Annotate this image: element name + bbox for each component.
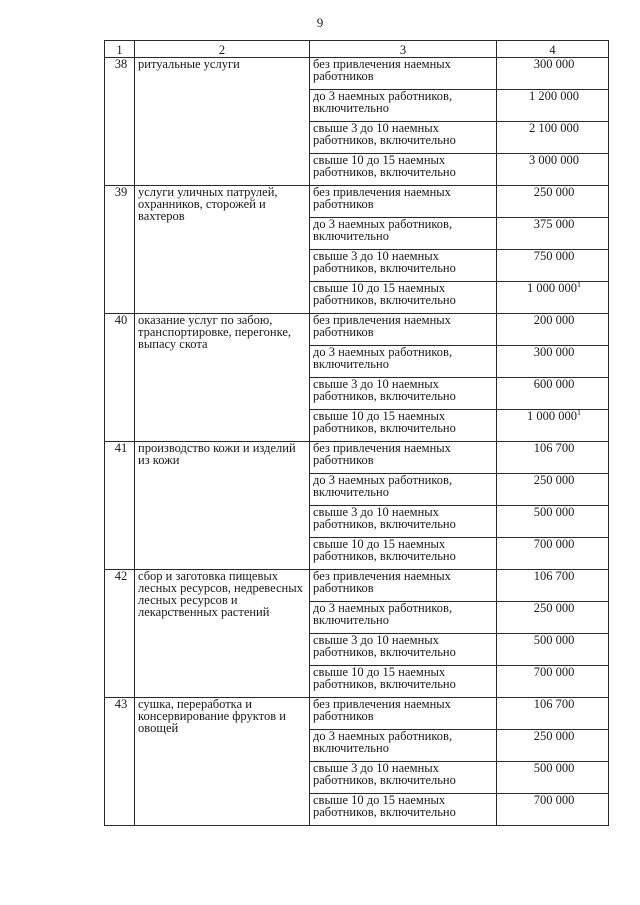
service-name: производство кожи и изделий из кожи — [135, 442, 310, 570]
service-name: сбор и заготовка пищевых лесных ресурсов, недревесных лесных ресурсов и лекарственных растений — [135, 570, 310, 698]
employee-condition: без привлечения наемных работников — [310, 698, 497, 730]
table-row — [105, 698, 609, 730]
income-amount: 300 000 — [533, 345, 575, 359]
employee-condition: свыше 3 до 10 наемных работников, включительно — [310, 250, 497, 282]
income-amount: 1 200 000 — [529, 89, 579, 103]
income-amount: 700 000 — [533, 793, 575, 807]
employee-condition: свыше 10 до 15 наемных работников, включительно — [310, 282, 497, 314]
row-number: 43 — [105, 698, 135, 826]
header-col-4: 4 — [497, 41, 609, 58]
service-name: ритуальные услуги — [135, 58, 310, 186]
income-amount-cell — [497, 506, 609, 538]
table-row — [105, 58, 609, 90]
income-amount-cell — [497, 346, 609, 378]
income-amount-cell — [497, 186, 609, 218]
employee-condition: свыше 10 до 15 наемных работников, включительно — [310, 666, 497, 698]
row-number: 38 — [105, 58, 135, 186]
income-amount-cell — [497, 122, 609, 154]
income-amount-cell — [497, 282, 609, 314]
income-amount: 700 000 — [533, 537, 575, 551]
income-amount-cell — [497, 474, 609, 506]
income-amount-cell — [497, 90, 609, 122]
income-amount: 300 000 — [533, 57, 575, 71]
income-amount-cell — [497, 58, 609, 90]
income-amount-cell — [497, 154, 609, 186]
employee-condition: свыше 10 до 15 наемных работников, включительно — [310, 410, 497, 442]
service-name: сушка, переработка и консервирование фруктов и овощей — [135, 698, 310, 826]
employee-condition: без привлечения наемных работников — [310, 442, 497, 474]
income-amount-cell — [497, 314, 609, 346]
income-amount-cell — [497, 794, 609, 826]
footnote-marker: 1 — [577, 280, 581, 289]
employee-condition: свыше 3 до 10 наемных работников, включительно — [310, 634, 497, 666]
row-number: 42 — [105, 570, 135, 698]
income-amount-cell — [497, 410, 609, 442]
employee-condition: без привлечения наемных работников — [310, 570, 497, 602]
income-amount: 106 700 — [533, 697, 575, 711]
employee-condition: свыше 10 до 15 наемных работников, включительно — [310, 794, 497, 826]
employee-condition: до 3 наемных работников, включительно — [310, 218, 497, 250]
income-amount-cell — [497, 538, 609, 570]
income-amount-cell — [497, 666, 609, 698]
income-amount-cell — [497, 762, 609, 794]
income-amount-cell — [497, 730, 609, 762]
income-amount: 106 700 — [533, 569, 575, 583]
income-amount: 375 000 — [533, 217, 575, 231]
table-header — [105, 41, 609, 58]
employee-condition: до 3 наемных работников, включительно — [310, 730, 497, 762]
income-amount: 250 000 — [533, 729, 575, 743]
income-amount: 200 000 — [533, 313, 575, 327]
row-number: 39 — [105, 186, 135, 314]
header-col-1: 1 — [105, 41, 135, 58]
employee-condition: без привлечения наемных работников — [310, 314, 497, 346]
employee-condition: до 3 наемных работников, включительно — [310, 602, 497, 634]
income-amount-cell — [497, 570, 609, 602]
row-number: 41 — [105, 442, 135, 570]
employee-condition: свыше 3 до 10 наемных работников, включительно — [310, 122, 497, 154]
income-amount-cell — [497, 634, 609, 666]
income-amount-cell — [497, 698, 609, 730]
income-amount-cell — [497, 602, 609, 634]
income-amount: 1 000 000 — [527, 281, 577, 295]
income-amount: 2 100 000 — [529, 121, 579, 135]
income-amount: 500 000 — [533, 505, 575, 519]
header-row — [105, 41, 609, 58]
employee-condition: до 3 наемных работников, включительно — [310, 346, 497, 378]
income-amount: 3 000 000 — [529, 153, 579, 167]
income-amount: 250 000 — [533, 185, 575, 199]
header-col-2: 2 — [135, 41, 310, 58]
income-amount: 250 000 — [533, 473, 575, 487]
employee-condition: свыше 10 до 15 наемных работников, включительно — [310, 538, 497, 570]
footnote-marker: 1 — [577, 408, 581, 417]
income-amount-cell — [497, 218, 609, 250]
rates-table — [104, 40, 609, 826]
income-amount: 106 700 — [533, 441, 575, 455]
income-amount: 700 000 — [533, 665, 575, 679]
income-amount: 1 000 000 — [527, 409, 577, 423]
service-name: оказание услуг по забою, транспортировке, перегонке, выпасу скота — [135, 314, 310, 442]
table-row — [105, 442, 609, 474]
table-row — [105, 570, 609, 602]
income-amount: 500 000 — [533, 761, 575, 775]
income-amount: 500 000 — [533, 633, 575, 647]
employee-condition: до 3 наемных работников, включительно — [310, 90, 497, 122]
table-body — [105, 58, 609, 826]
employee-condition: без привлечения наемных работников — [310, 186, 497, 218]
income-amount-cell — [497, 442, 609, 474]
income-amount-cell — [497, 378, 609, 410]
employee-condition: свыше 3 до 10 наемных работников, включительно — [310, 506, 497, 538]
employee-condition: до 3 наемных работников, включительно — [310, 474, 497, 506]
income-amount: 750 000 — [533, 249, 575, 263]
table-row — [105, 314, 609, 346]
income-amount-cell — [497, 250, 609, 282]
row-number: 40 — [105, 314, 135, 442]
employee-condition: свыше 3 до 10 наемных работников, включительно — [310, 378, 497, 410]
employee-condition: свыше 10 до 15 наемных работников, включительно — [310, 154, 497, 186]
employee-condition: без привлечения наемных работников — [310, 58, 497, 90]
header-col-3: 3 — [310, 41, 497, 58]
income-amount: 250 000 — [533, 601, 575, 615]
page-number: 9 — [316, 15, 324, 30]
service-name: услуги уличных патрулей, охранников, сторожей и вахтеров — [135, 186, 310, 314]
employee-condition: свыше 3 до 10 наемных работников, включительно — [310, 762, 497, 794]
table-row — [105, 186, 609, 218]
income-amount: 600 000 — [533, 377, 575, 391]
